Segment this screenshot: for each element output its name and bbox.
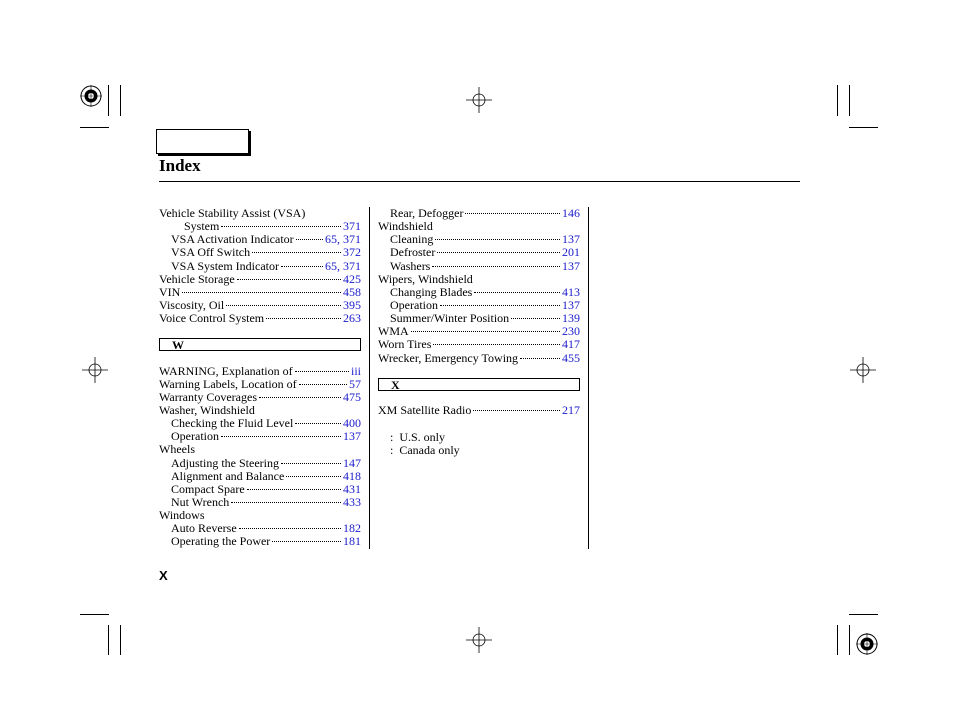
page-link[interactable]: 147: [343, 455, 361, 470]
index-entry: [159, 470, 361, 483]
page-link[interactable]: 65: [325, 232, 337, 247]
page-link[interactable]: 458: [343, 284, 361, 299]
registration-target-icon: [80, 85, 102, 107]
registration-target-icon: [856, 633, 878, 655]
index-entry: [378, 273, 580, 286]
index-column-2: [378, 207, 580, 417]
index-entry: [159, 443, 361, 456]
index-entry-label: Changing Blades: [390, 284, 473, 299]
dot-leader: [440, 305, 560, 306]
index-entry: [159, 457, 361, 470]
dot-leader: [411, 331, 560, 332]
index-entry-label: Auto Reverse: [171, 521, 237, 536]
index-entry: [159, 312, 361, 325]
dot-leader: [237, 279, 341, 280]
page-link[interactable]: 139: [562, 311, 580, 326]
index-entry-label: Operating the Power: [171, 534, 271, 549]
title-divider: [159, 181, 800, 182]
index-entry: [378, 338, 580, 351]
index-entry-label: WARNING, Explanation of: [159, 363, 293, 378]
dot-leader: [437, 252, 560, 253]
index-entry: [378, 246, 580, 259]
page-link[interactable]: 425: [343, 271, 361, 286]
index-entry: [378, 286, 580, 299]
index-entry-label: Vehicle Storage: [159, 271, 235, 286]
index-entry-label: Operation: [171, 429, 219, 444]
index-entry-label: Compact Spare: [171, 481, 245, 496]
spacer: [378, 391, 580, 404]
index-entry-label: Operation: [390, 297, 438, 312]
index-entry-label: Washer, Windshield: [159, 402, 255, 417]
page-link[interactable]: iii: [350, 363, 361, 378]
page-link[interactable]: 455: [562, 350, 580, 365]
page-link[interactable]: 431: [343, 481, 361, 496]
legend-symbol: :: [390, 443, 394, 458]
page-link[interactable]: 137: [562, 297, 580, 312]
index-entry: [159, 378, 361, 391]
page-separator: ,: [337, 232, 343, 247]
dot-leader: [247, 489, 341, 490]
page-link[interactable]: 181: [343, 534, 361, 549]
dot-leader: [281, 463, 341, 464]
spacer: [159, 325, 361, 338]
page-link[interactable]: 230: [562, 324, 580, 339]
dot-leader: [465, 213, 560, 214]
dot-leader: [221, 226, 341, 227]
index-entry-label: Rear, Defogger: [390, 206, 464, 220]
dot-leader: [473, 410, 560, 411]
index-entry-label: Summer/Winter Position: [390, 311, 510, 326]
dot-leader: [433, 344, 560, 345]
spacer: [159, 351, 361, 364]
crosshair-icon: [466, 627, 492, 653]
index-entry-label: Alignment and Balance: [171, 468, 285, 483]
legend-item-canada: [390, 444, 550, 457]
page-link[interactable]: 65: [325, 258, 337, 273]
index-entry: [159, 246, 361, 259]
page-link[interactable]: 137: [562, 232, 580, 247]
dot-leader: [435, 239, 560, 240]
index-entry-label: Voice Control System: [159, 311, 265, 326]
spacer: [378, 365, 580, 378]
index-entry: [159, 286, 361, 299]
page-link[interactable]: 418: [343, 468, 361, 483]
crosshair-icon: [466, 87, 492, 113]
dot-leader: [295, 371, 349, 372]
index-entry: [159, 273, 361, 286]
dot-leader: [286, 476, 341, 477]
page-link[interactable]: 217: [562, 402, 580, 417]
index-entry: [159, 260, 361, 273]
section-letter-heading: W: [159, 338, 361, 351]
index-entry-label: Defroster: [390, 245, 436, 260]
dot-leader: [520, 358, 560, 359]
index-entry-label: Checking the Fluid Level: [171, 416, 294, 431]
index-entry-label: WMA: [378, 324, 409, 339]
legend-symbol: :: [390, 430, 394, 444]
dot-leader: [221, 436, 341, 437]
section-tab-box: [156, 129, 249, 154]
index-entry: [378, 352, 580, 365]
index-entry-label: Warranty Coverages: [159, 389, 257, 404]
index-entry-label: Nut Wrench: [171, 494, 230, 509]
index-entry-label: Wrecker, Emergency Towing: [378, 350, 519, 365]
index-entry-label: Adjusting the Steering: [171, 455, 279, 470]
page-link[interactable]: 417: [562, 337, 580, 352]
column-divider: [588, 207, 589, 549]
page-link[interactable]: 395: [343, 297, 361, 312]
index-entry-label: Viscosity, Oil: [159, 297, 225, 312]
dot-leader: [266, 318, 341, 319]
legend-text: Canada only: [399, 443, 460, 458]
dot-leader: [226, 305, 341, 306]
page-link[interactable]: 57: [349, 376, 361, 391]
page-link[interactable]: 137: [562, 258, 580, 273]
page-link[interactable]: 372: [343, 245, 361, 260]
dot-leader: [432, 266, 560, 267]
index-entry-label: Warning Labels, Location of: [159, 376, 297, 391]
page-link[interactable]: 371: [343, 232, 361, 247]
legend-text: U.S. only: [399, 430, 446, 444]
index-entry-label: Windows: [159, 508, 205, 523]
crosshair-icon: [850, 357, 876, 383]
index-entry-label: VSA System Indicator: [171, 258, 279, 273]
dot-leader: [296, 239, 323, 240]
dot-leader: [281, 266, 323, 267]
dot-leader: [252, 252, 341, 253]
index-entry-label: System: [184, 219, 220, 234]
page-link[interactable]: 182: [343, 521, 361, 536]
index-entry-label: VIN: [159, 284, 181, 299]
dot-leader: [295, 423, 341, 424]
index-entry-label: VSA Activation Indicator: [171, 232, 294, 247]
page-link[interactable]: 137: [343, 429, 361, 444]
index-entry-label: Vehicle Stability Assist (VSA): [159, 206, 306, 220]
page-link[interactable]: 433: [343, 494, 361, 509]
page-link[interactable]: 263: [343, 311, 361, 326]
column-divider: [369, 207, 370, 549]
index-entry: [159, 535, 361, 548]
page-number: X: [159, 568, 168, 583]
dot-leader: [231, 502, 341, 503]
dot-leader: [299, 384, 347, 385]
index-entry-label: Wipers, Windshield: [378, 271, 473, 286]
index-entry-label: Worn Tires: [378, 337, 432, 352]
index-entry-label: Cleaning: [390, 232, 434, 247]
page-separator: ,: [337, 258, 343, 273]
page-title: Index: [159, 156, 201, 175]
index-entry-label: VSA Off Switch: [171, 245, 251, 260]
index-column-1: [159, 207, 361, 549]
page-link[interactable]: 371: [343, 258, 361, 273]
index-entry: [378, 404, 580, 417]
section-letter-heading: X: [378, 378, 580, 391]
dot-leader: [239, 528, 341, 529]
dot-leader: [511, 318, 560, 319]
index-entry-label: Windshield: [378, 219, 433, 234]
page-link[interactable]: 400: [343, 416, 361, 431]
page-link[interactable]: 146: [562, 206, 580, 220]
page-link[interactable]: 201: [562, 245, 580, 260]
page-link[interactable]: 371: [343, 219, 361, 234]
index-entry-label: Wheels: [159, 442, 195, 457]
dot-leader: [272, 541, 341, 542]
page-link[interactable]: 475: [343, 389, 361, 404]
crosshair-icon: [82, 357, 108, 383]
dot-leader: [474, 292, 560, 293]
dot-leader: [259, 397, 341, 398]
index-entry-label: Washers: [390, 258, 431, 273]
index-entry: [159, 483, 361, 496]
dot-leader: [182, 292, 341, 293]
index-entry-label: XM Satellite Radio: [378, 402, 472, 417]
index-entry: [159, 365, 361, 378]
legend: [390, 431, 550, 457]
index-entry: [159, 391, 361, 404]
page-link[interactable]: 413: [562, 284, 580, 299]
index-entry: [378, 260, 580, 273]
